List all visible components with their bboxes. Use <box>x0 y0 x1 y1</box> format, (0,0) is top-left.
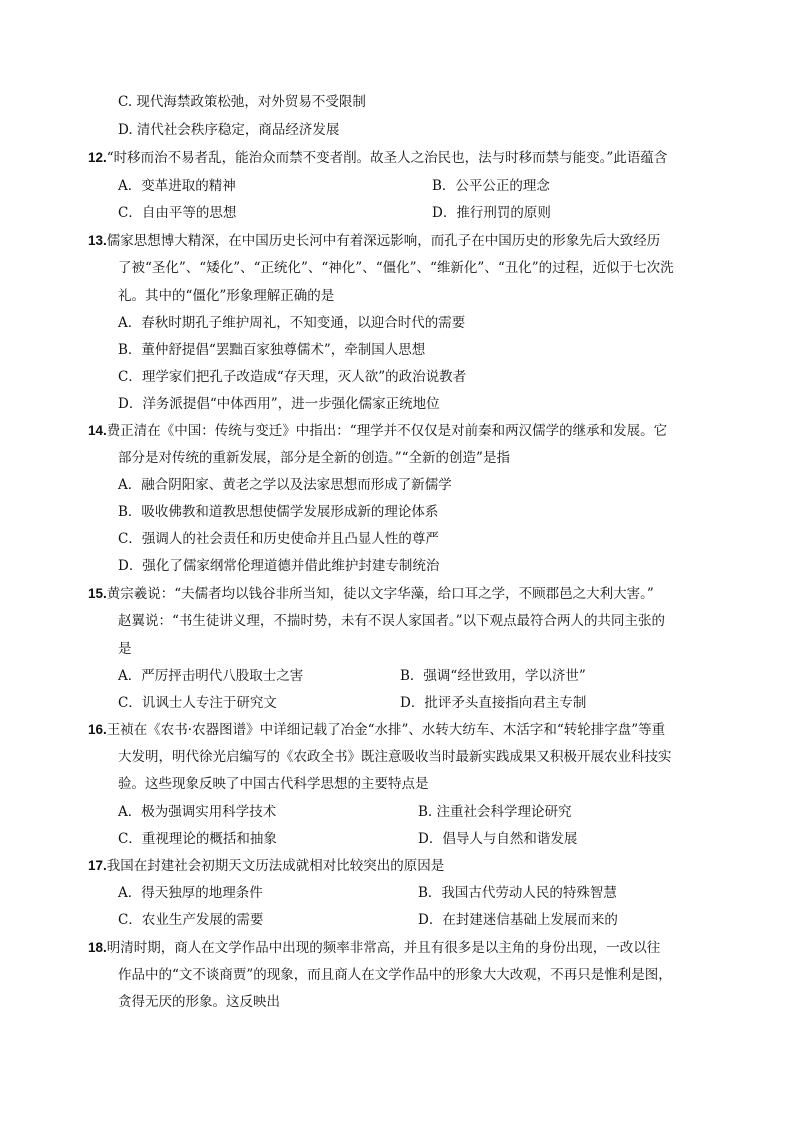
line-text: D．在封建迷信基础上发展而来的 <box>418 912 618 928</box>
line-text: 验。这些现象反映了中国古代科学思想的主要特点是 <box>118 776 429 792</box>
question-number: 15. <box>88 586 107 601</box>
line-text: “时移而治不易者乱，能治众而禁不变者削。故圣人之治民也，法与时移而禁与能变。”此语蕴含 <box>106 150 668 166</box>
line-text: C．农业生产发展的需要 <box>118 912 264 928</box>
text-line <box>118 911 263 929</box>
line-text: 费正清在《中国：传统与变迁》中指出：“理学并不仅仅是对前秦和两汉儒学的继承和发展。它 <box>106 423 668 439</box>
line-text: D. 清代社会秩序稳定，商品经济发展 <box>118 122 340 138</box>
line-text: 我国在封建社会初期天文历法成就相对比较突出的原因是 <box>106 858 445 874</box>
line-text: A．变革进取的精神 <box>118 178 236 194</box>
line-text: B. 注重社会科学理论研究 <box>418 804 572 820</box>
line-text: D．洋务派提倡“中体西用”，进一步强化儒家正统地位 <box>118 396 440 412</box>
line-text: A．春秋时期孔子维护周礼，不知变通，以迎合时代的需要 <box>118 315 466 331</box>
line-text: 黄宗羲说：“夫儒者均以钱谷非所当知，徒以文字华藻，给口耳之学，不顾郡邑之大利大害。” <box>106 586 654 602</box>
text-line <box>118 884 263 902</box>
text-line <box>118 803 276 821</box>
text-line <box>118 476 452 494</box>
line-text: D．推行刑罚的原则 <box>432 205 551 221</box>
text-line <box>118 341 425 359</box>
line-text: 明清时期，商人在文学作品中出现的频率非常高，并且有很多是以主角的身份出现，一改以往 <box>106 940 661 956</box>
text-line <box>118 775 429 793</box>
question-stem-line <box>88 939 660 957</box>
text-line <box>118 640 132 658</box>
line-text: A．得天独厚的地理条件 <box>118 885 263 901</box>
line-text: C．理学家们把孔子改造成“存天理，灭人欲”的政治说教者 <box>118 369 467 385</box>
text-line <box>118 530 439 548</box>
text-line <box>118 314 465 332</box>
question-stem-line <box>88 857 444 875</box>
line-text: C．重视理论的概括和抽象 <box>118 831 277 847</box>
text-line <box>118 612 665 630</box>
question-number: 18. <box>88 940 107 955</box>
line-text: B．公平公正的理念 <box>432 178 550 194</box>
question-stem-line <box>88 721 665 739</box>
line-text: 王祯在《农书·农器图谱》中详细记载了冶金“水排”、水转大纺车、木活字和“转轮排字盘”等重 <box>106 722 666 738</box>
line-text: 赵翼说：“书生徒讲义理，不揣时势，未有不误人家国者。”以下观点最符合两人的共同主张的 <box>118 613 666 629</box>
question-number: 17. <box>88 858 107 873</box>
line-text: B．董仲舒提倡“罢黜百家独尊儒术”，牵制国人思想 <box>118 342 426 358</box>
line-text: 是 <box>118 641 132 657</box>
text-line <box>118 557 439 575</box>
line-text: 作品中的“文不谈商贾”的现象，而且商人在文学作品中的形象大大改观，不再只是惟利是图， <box>118 967 672 983</box>
line-text: A．严厉抨击明代八股取士之害 <box>118 668 304 684</box>
text-line <box>118 121 339 139</box>
question-stem-line <box>88 585 654 603</box>
text-line <box>118 748 672 766</box>
text-line <box>118 204 236 222</box>
question-stem-line <box>88 232 660 250</box>
text-line <box>432 177 550 195</box>
text-line <box>432 204 551 222</box>
line-text: B．强调“经世致用，学以济世” <box>400 668 586 684</box>
text-line <box>118 395 440 413</box>
line-text: 儒家思想博大精深，在中国历史长河中有着深远影响，而孔子在中国历史的形象先后大致经历 <box>106 233 661 249</box>
line-text: 贪得无厌的形象。这反映出 <box>118 994 280 1010</box>
line-text: D．批评矛头直接指向君主专制 <box>400 695 587 711</box>
text-line <box>118 694 277 712</box>
text-line <box>118 830 277 848</box>
text-line <box>418 884 617 902</box>
line-text: C．强调人的社会责任和历史使命并且凸显人性的尊严 <box>118 531 439 547</box>
text-line <box>400 694 586 712</box>
line-text: 大发明，明代徐光启编写的《农政全书》既注意吸收当时最新实践成果又积极开展农业科技实 <box>118 749 672 765</box>
question-number: 16. <box>88 722 107 737</box>
question-number: 13. <box>88 233 107 248</box>
text-line <box>418 830 577 848</box>
line-text: 了被“圣化”、“矮化”、“正统化”、“神化”、“僵化”、“维新化”、“丑化”的过程，近似于七次洗 <box>118 260 674 276</box>
text-line <box>400 667 586 685</box>
text-line <box>118 966 672 984</box>
text-line <box>118 993 280 1011</box>
text-line <box>418 911 618 929</box>
text-line <box>118 259 674 277</box>
text-line <box>418 803 572 821</box>
line-text: C．讥讽士人专注于研究文 <box>118 695 277 711</box>
text-line <box>118 667 303 685</box>
text-line <box>118 503 438 521</box>
question-number: 12. <box>88 150 107 165</box>
text-line <box>118 449 510 467</box>
line-text: D．倡导人与自然和谐发展 <box>418 831 578 847</box>
line-text: A．融合阴阳家、黄老之学以及法家思想而形成了新儒学 <box>118 477 452 493</box>
line-text: 部分是对传统的重新发展，部分是全新的创造。”“全新的创造”是指 <box>118 450 510 466</box>
line-text: B．我国古代劳动人民的特殊智慧 <box>418 885 617 901</box>
question-number: 14. <box>88 423 107 438</box>
line-text: A．极为强调实用科学技术 <box>118 804 277 820</box>
question-stem-line <box>88 422 667 440</box>
question-stem-line <box>88 149 667 167</box>
line-text: C．自由平等的思想 <box>118 205 237 221</box>
text-line <box>118 287 334 305</box>
text-line <box>118 177 236 195</box>
text-line <box>118 368 466 386</box>
line-text: C. 现代海禁政策松弛，对外贸易不受限制 <box>118 94 366 110</box>
line-text: D．强化了儒家纲常伦理道德并借此维护封建专制统治 <box>118 558 440 574</box>
text-line <box>118 93 366 111</box>
line-text: B．吸收佛教和道教思想使儒学发展形成新的理论体系 <box>118 504 439 520</box>
line-text: 礼。其中的“僵化”形象理解正确的是 <box>118 288 335 304</box>
